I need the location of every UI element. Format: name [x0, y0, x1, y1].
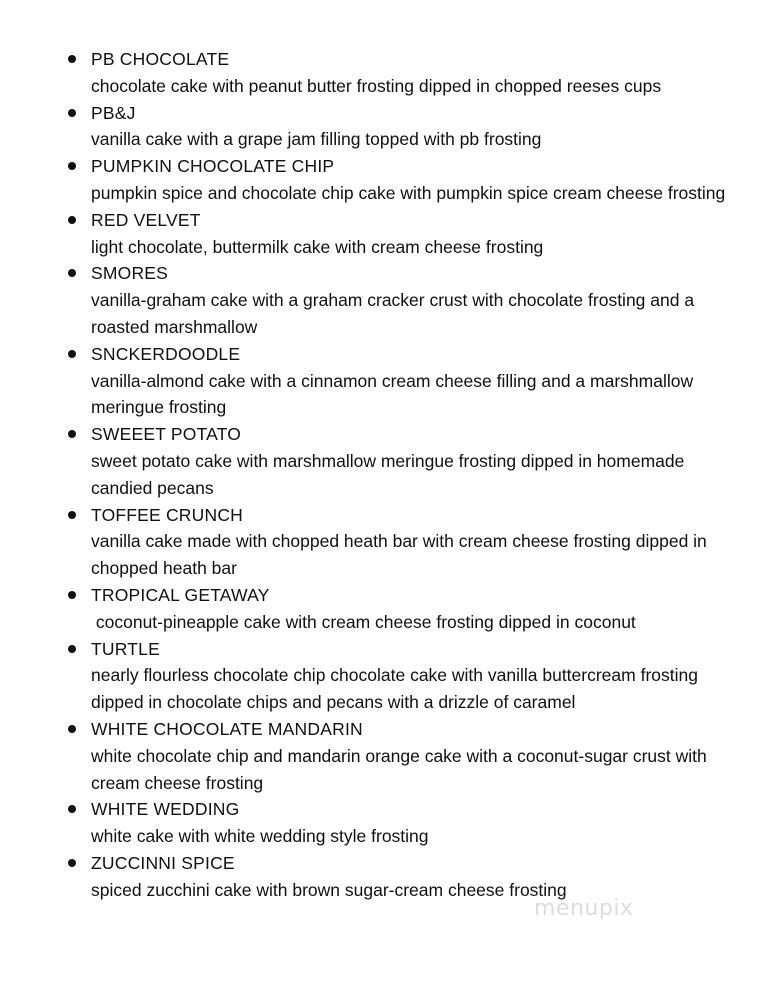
flavor-description: chocolate cake with peanut butter frosting dipped in chopped reeses cups [91, 75, 662, 96]
bullet-icon [68, 805, 76, 813]
bullet-icon [68, 859, 76, 867]
bullet-icon [68, 109, 76, 117]
flavor-name: ZUCCINNI SPICE [91, 852, 235, 873]
bullet-icon [68, 591, 76, 599]
flavor-name: PUMPKIN CHOCOLATE CHIP [91, 156, 335, 177]
list-item [0, 207, 768, 261]
flavor-name: WHITE CHOCOLATE MANDARIN [91, 718, 363, 739]
flavor-name: SWEEET POTATO [91, 424, 242, 445]
bullet-icon [68, 55, 76, 63]
bullet-icon [68, 162, 76, 170]
flavor-name: TROPICAL GETAWAY [91, 584, 270, 605]
bullet-icon [68, 645, 76, 653]
flavor-description: vanilla cake with a grape jam filling topped with pb frosting [91, 129, 542, 150]
list-item [0, 796, 768, 850]
bullet-icon [68, 725, 76, 733]
list-item [0, 46, 768, 100]
list-item [0, 260, 768, 340]
flavor-description: vanilla-graham cake with a graham cracker crust with chocolate frosting and a roasted marshmallow [91, 290, 695, 337]
list-item [0, 502, 768, 582]
flavor-name: TOFFEE CRUNCH [91, 504, 243, 525]
menupix-watermark: menupix [534, 896, 634, 921]
flavor-name: TURTLE [91, 638, 160, 659]
bullet-icon [68, 350, 76, 358]
flavor-description: white cake with white wedding style frosting [91, 826, 429, 847]
flavor-description: light chocolate, buttermilk cake with cream cheese frosting [91, 236, 544, 257]
flavor-description: spiced zucchini cake with brown sugar-cream cheese frosting [91, 879, 567, 900]
flavor-description: pumpkin spice and chocolate chip cake with pumpkin spice cream cheese frosting [91, 182, 726, 203]
list-item [0, 153, 768, 207]
flavor-name: SNCKERDOODLE [91, 343, 241, 364]
flavor-name: PB&J [91, 102, 136, 123]
flavor-name: WHITE WEDDING [91, 799, 240, 820]
list-item [0, 100, 768, 154]
flavor-name: PB CHOCOLATE [91, 49, 230, 69]
flavor-description: sweet potato cake with marshmallow meringue frosting dipped in homemade candied pecans [91, 450, 685, 498]
bullet-icon [68, 269, 76, 277]
flavor-name: RED VELVET [91, 209, 201, 230]
bullet-icon [68, 430, 76, 438]
flavor-description: vanilla-almond cake with a cinnamon cream cheese filling and a marshmallow meringue frosting [91, 370, 694, 418]
bullet-icon [68, 216, 76, 224]
flavor-description: vanilla cake made with chopped heath bar with cream cheese frosting dipped in chopped heath bar [91, 531, 707, 579]
list-item [0, 716, 768, 796]
list-item [0, 421, 768, 501]
flavor-description: coconut-pineapple cake with cream cheese frosting dipped in coconut [91, 611, 636, 632]
list-item [0, 582, 768, 636]
list-item [0, 850, 768, 904]
flavor-description: white chocolate chip and mandarin orange cake with a coconut-sugar crust with cream cheese frosting [91, 745, 707, 793]
cake-flavor-list [0, 46, 768, 904]
bullet-icon [68, 511, 76, 519]
flavor-description: nearly flourless chocolate chip chocolate cake with vanilla buttercream frosting dipped in chocolate chips and pecans with a drizzle of caramel [91, 665, 698, 713]
list-item [0, 341, 768, 421]
list-item [0, 636, 768, 716]
flavor-name: SMORES [91, 263, 169, 284]
